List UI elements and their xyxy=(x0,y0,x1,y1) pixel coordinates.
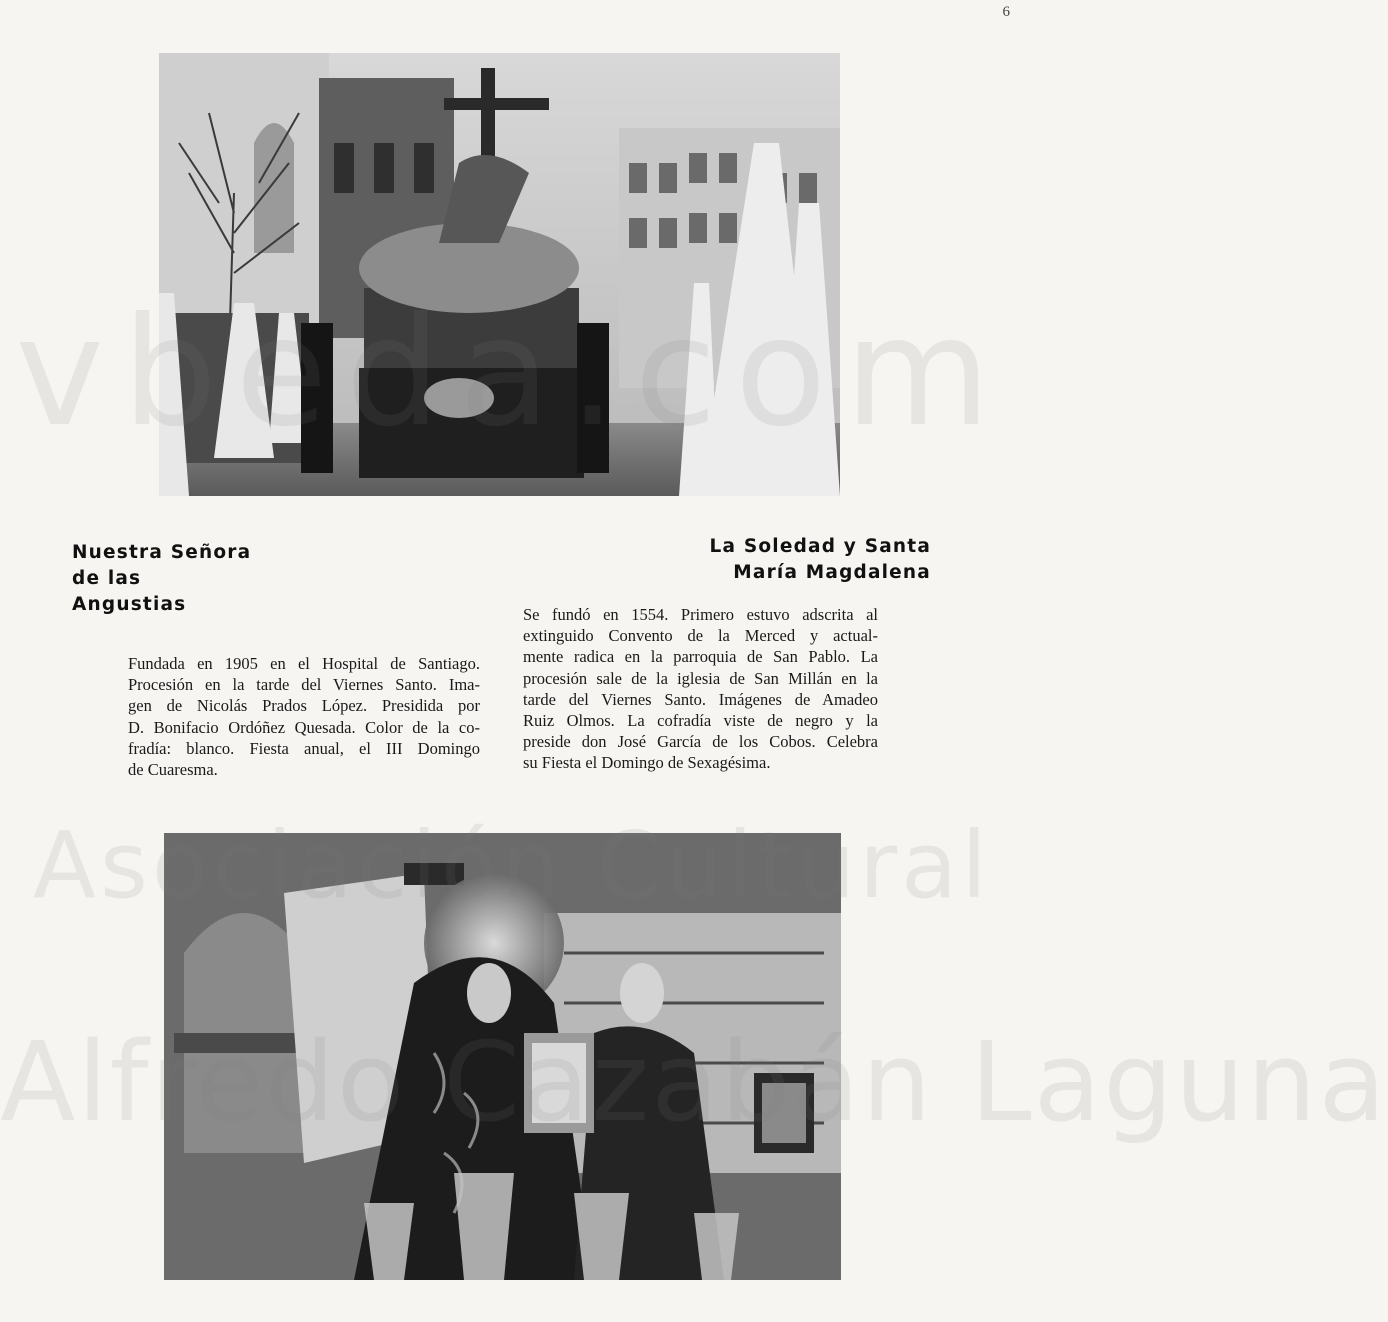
left-body-line: Fundada en 1905 en el Hospital de Santiago. xyxy=(128,654,480,673)
right-heading-line: María Magdalena xyxy=(733,562,931,583)
right-body-line: preside don José García de los Cobos. Celebra xyxy=(523,732,878,752)
right-heading-line: La Soledad y Santa xyxy=(709,536,931,557)
right-body-text xyxy=(523,604,878,774)
left-body-line: Procesión en la tarde del Viernes Santo. Ima- xyxy=(128,675,480,695)
left-heading-line: Nuestra Señora xyxy=(72,542,252,563)
watermark-line: Laguna xyxy=(970,1018,1388,1146)
right-body-line: Se fundó en 1554. Primero estuvo adscrita al xyxy=(523,605,878,624)
left-body-text xyxy=(128,653,480,780)
virgin-statue-photo-icon xyxy=(164,833,841,1280)
right-body-line: tarde del Viernes Santo. Imágenes de Amadeo xyxy=(523,689,878,709)
left-body-line: de Cuaresma. xyxy=(128,760,218,780)
right-heading xyxy=(600,534,931,586)
left-heading xyxy=(72,540,332,618)
right-body-line: extinguido Convento de la Merced y actual- xyxy=(523,626,878,646)
right-body-line: mente radica en la parroquia de San Pablo. La xyxy=(523,647,878,667)
procession-photo-icon xyxy=(159,53,840,496)
procession-photo xyxy=(159,53,840,496)
left-body-line: D. Bonifacio Ordóñez Quesada. Color de la co- xyxy=(128,717,480,737)
left-body-line: fradía: blanco. Fiesta anual, el III Domingo xyxy=(128,738,480,758)
left-heading-line: Angustias xyxy=(72,594,187,615)
page-number: 6 xyxy=(1002,4,1010,20)
left-heading-line: de las xyxy=(72,568,142,589)
right-body-line: procesión sale de la iglesia de San Millán en la xyxy=(523,668,878,688)
left-body-line: gen de Nicolás Prados López. Presidida por xyxy=(128,696,480,716)
virgin-statue-photo xyxy=(164,833,841,1280)
right-body-line: Ruiz Olmos. La cofradía viste de negro y la xyxy=(523,711,878,731)
right-body-line: su Fiesta el Domingo de Sexagésima. xyxy=(523,753,771,773)
